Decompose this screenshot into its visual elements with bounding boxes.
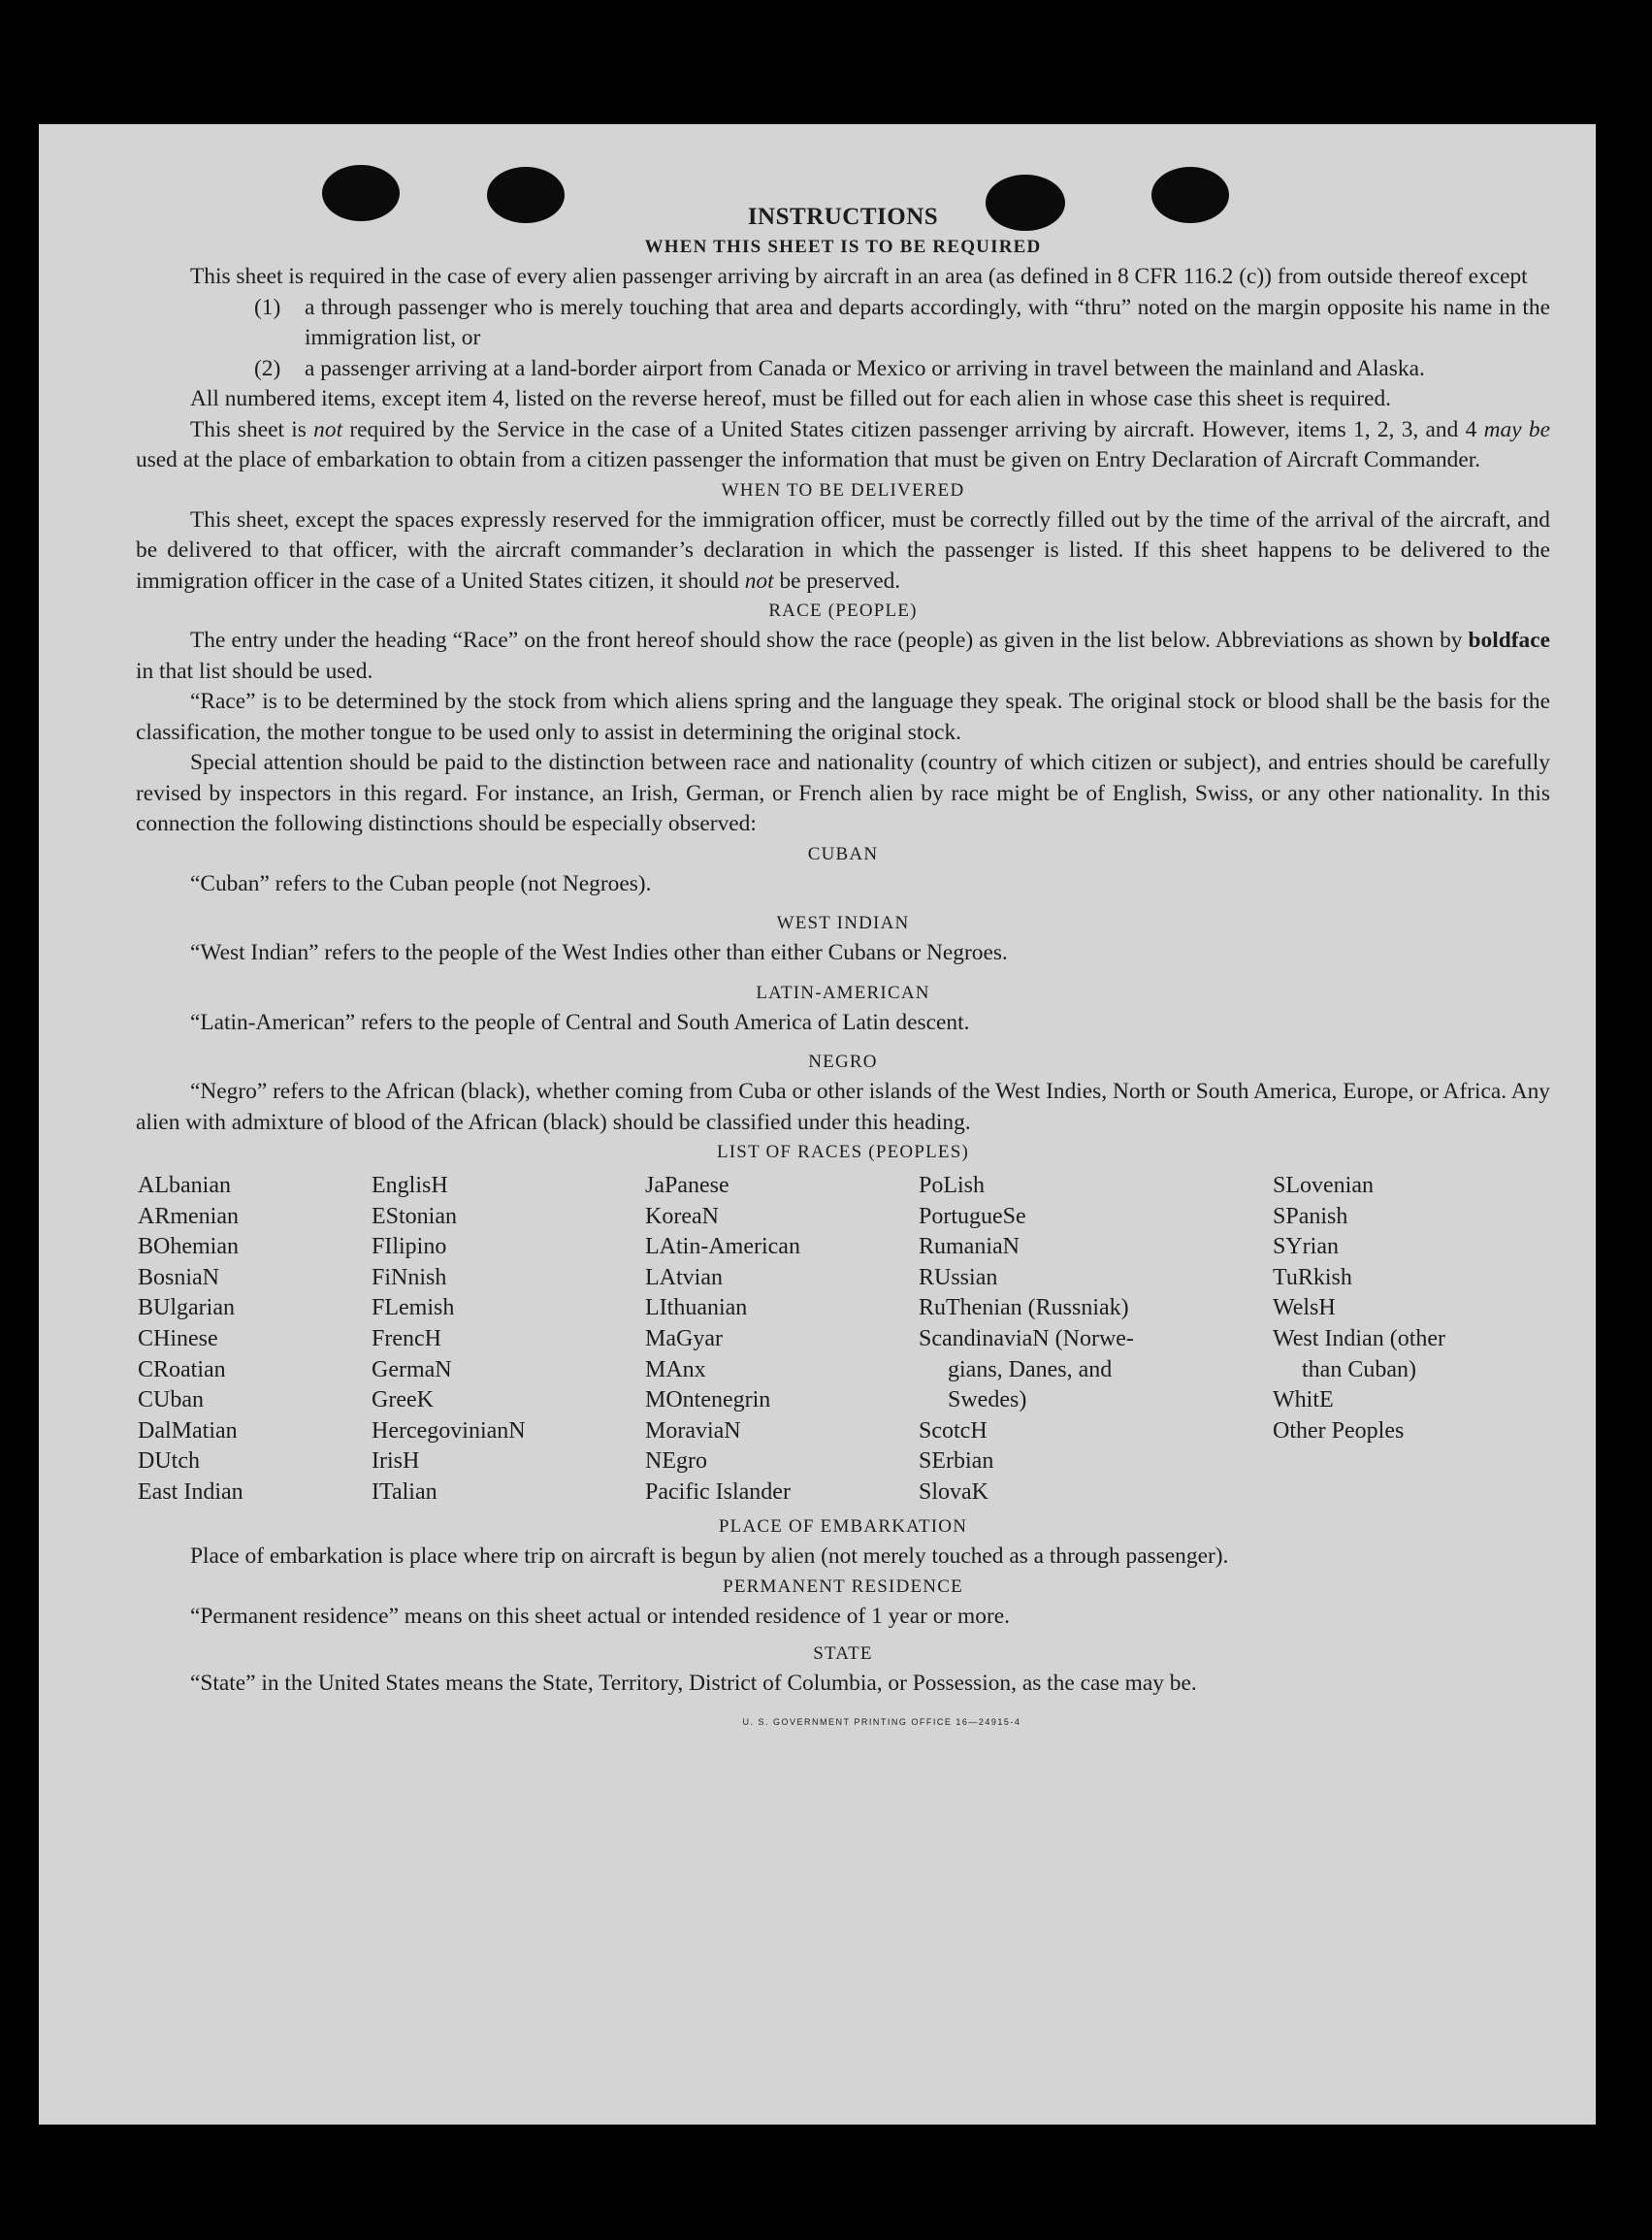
- race-list-item: ScotcH: [919, 1417, 988, 1444]
- paragraph-numbered-items: All numbered items, except item 4, listed on the reverse hereof, must be filled out for each alien in whose case this sheet is required.: [190, 386, 1392, 411]
- section-heading-negro: NEGRO: [808, 1052, 878, 1072]
- race-list-item: ITalian: [372, 1478, 437, 1505]
- text-run: in that list should be used.: [136, 658, 373, 684]
- race-list-item: GermaN: [372, 1356, 452, 1382]
- paragraph-citizen: [136, 415, 1550, 476]
- race-list-item: CRoatian: [138, 1356, 226, 1382]
- race-list-item: gians, Danes, and: [948, 1356, 1113, 1382]
- race-list-item: LAtin-American: [645, 1234, 800, 1260]
- race-list-item: MAnx: [645, 1356, 706, 1382]
- race-list-item: EStonian: [372, 1203, 457, 1229]
- paragraph-west-indian: “West Indian” refers to the people of the West Indies other than either Cubans or Negroes.: [190, 940, 1008, 965]
- race-list-item: Other Peoples: [1273, 1417, 1405, 1444]
- race-list-item: WhitE: [1273, 1387, 1334, 1413]
- race-list-item: EnglisH: [372, 1173, 448, 1198]
- list-item: [254, 293, 1550, 354]
- text-run-italic: may be: [1483, 416, 1550, 442]
- race-list-item: BUlgarian: [138, 1295, 235, 1321]
- list-item-number: (1): [254, 294, 281, 320]
- paragraph-delivered: [136, 505, 1550, 598]
- race-column: [645, 1171, 800, 1509]
- paragraph-intro: This sheet is required in the case of every alien passenger arriving by aircraft in an area (as defined in 8 CFR 116.2 (c)) from outside thereof except: [190, 264, 1528, 289]
- race-list-item: DUtch: [138, 1448, 200, 1475]
- race-column: [138, 1171, 243, 1509]
- paragraph-state: “State” in the United States means the State, Territory, District of Columbia, or Possession, as the case may be.: [190, 1671, 1197, 1696]
- paragraph-race-stock: “Race” is to be determined by the stock from which aliens spring and the language they speak. The original stock or blood shall be the basis for the classification, the mother tongue to be used only to assist in determining the original stock.: [136, 689, 1550, 745]
- race-list-item: LAtvian: [645, 1264, 723, 1290]
- list-item-text: a through passenger who is merely touching that area and departs accordingly, with “thru” noted on the margin opposite his name in the immigration list, or: [305, 294, 1550, 350]
- race-list-item: FrencH: [372, 1325, 441, 1351]
- text-run: The entry under the heading “Race” on the front hereof should show the race (people) as given in the list below. Abbreviations as shown by: [190, 628, 1469, 653]
- race-list-item: PortugueSe: [919, 1203, 1026, 1229]
- race-list-item: BOhemian: [138, 1234, 239, 1260]
- list-item-number: (2): [254, 355, 281, 381]
- race-list: [136, 1171, 1550, 1512]
- race-list-item: FIlipino: [372, 1234, 447, 1260]
- race-list-item: West Indian (other: [1273, 1325, 1446, 1351]
- paragraph-latin-american: “Latin-American” refers to the people of Central and South America of Latin descent.: [190, 1009, 970, 1035]
- race-list-item: SPanish: [1273, 1203, 1348, 1229]
- race-list-item: Pacific Islander: [645, 1478, 791, 1505]
- section-heading-state: STATE: [813, 1643, 873, 1664]
- paragraph-cuban: “Cuban” refers to the Cuban people (not Negroes).: [190, 870, 652, 896]
- section-heading-residence: PERMANENT RESIDENCE: [723, 1575, 963, 1597]
- section-heading-when-required: WHEN THIS SHEET IS TO BE REQUIRED: [644, 237, 1042, 257]
- text-run: used at the place of embarkation to obtain from a citizen passenger the information that must be given on Entry Declaration of Aircraft Commander.: [136, 447, 1481, 472]
- paragraph-embarkation: Place of embarkation is place where trip on aircraft is begun by alien (not merely touched as a through passenger).: [190, 1543, 1229, 1569]
- paragraph-residence: “Permanent residence” means on this sheet actual or intended residence of 1 year or more.: [190, 1603, 1010, 1629]
- list-item: [254, 354, 1550, 385]
- race-list-item: MOntenegrin: [645, 1387, 771, 1413]
- section-heading-race: RACE (PEOPLE): [768, 601, 918, 621]
- race-list-item: CHinese: [138, 1325, 218, 1351]
- race-list-item: BosniaN: [138, 1264, 219, 1290]
- paragraph-negro: “Negro” refers to the African (black), whether coming from Cuba or other islands of the West Indies, North or South America, Europe, or Africa. Any alien with admixture of blood of the African (black) should be classified under this heading.: [136, 1079, 1550, 1135]
- section-heading-embarkation: PLACE OF EMBARKATION: [718, 1516, 968, 1537]
- race-list-item: DalMatian: [138, 1417, 238, 1444]
- document-sheet: [39, 124, 1596, 2125]
- text-run: This sheet, except the spaces expressly reserved for the immigration officer, must be correctly filled out by the time of the arrival of the aircraft, and be delivered to that officer, with the aircraft commander’s declaration in which the passenger is listed. If this sheet happens to be delivered to the immigration officer in the case of a United States citizen, it should: [136, 506, 1550, 594]
- race-list-item: SLovenian: [1273, 1173, 1374, 1198]
- race-column: [919, 1171, 1134, 1509]
- race-list-item: FLemish: [372, 1295, 455, 1321]
- section-heading-latin-american: LATIN-AMERICAN: [756, 982, 930, 1003]
- race-list-item: ScandinaviaN (Norwe-: [919, 1325, 1134, 1351]
- race-list-item: ALbanian: [138, 1173, 231, 1198]
- race-list-item: Swedes): [948, 1387, 1027, 1413]
- text-run-italic: not: [744, 568, 774, 594]
- section-heading-when-delivered: WHEN TO BE DELIVERED: [721, 479, 965, 501]
- text-run-bold: boldface: [1468, 628, 1550, 653]
- text-run: be preserved.: [773, 568, 901, 594]
- race-list-item: WelsH: [1273, 1295, 1336, 1321]
- paragraph-race-entry: [136, 626, 1550, 687]
- text-run: required by the Service in the case of a United States citizen passenger arriving by aircraft. However, items 1, 2, 3, and 4: [342, 416, 1484, 442]
- page-title: INSTRUCTIONS: [747, 204, 939, 230]
- race-list-item: than Cuban): [1302, 1356, 1416, 1382]
- race-list-item: LIthuanian: [645, 1295, 748, 1321]
- race-list-item: GreeK: [372, 1387, 434, 1413]
- race-list-item: East Indian: [138, 1478, 243, 1505]
- instructions-content: [136, 201, 1550, 1737]
- race-list-item: CUban: [138, 1387, 204, 1413]
- race-list-item: RUssian: [919, 1264, 998, 1290]
- race-list-item: IrisH: [372, 1448, 420, 1475]
- race-list-item: SlovaK: [919, 1478, 988, 1505]
- race-list-item: SErbian: [919, 1448, 994, 1475]
- race-list-item: MaGyar: [645, 1325, 723, 1351]
- printer-imprint: U. S. GOVERNMENT PRINTING OFFICE 16—24915-4: [742, 1716, 1021, 1727]
- race-list-item: KoreaN: [645, 1203, 719, 1229]
- race-list-item: HercegovinianN: [372, 1417, 526, 1444]
- race-list-item: PoLish: [919, 1173, 986, 1198]
- section-heading-west-indian: WEST INDIAN: [776, 913, 910, 933]
- race-list-item: NEgro: [645, 1448, 707, 1475]
- race-column: [1273, 1171, 1445, 1446]
- list-item-text: a passenger arriving at a land-border airport from Canada or Mexico or arriving in travel between the mainland and Alaska.: [305, 355, 1425, 381]
- race-column: [372, 1171, 526, 1509]
- race-list-item: JaPanese: [645, 1173, 729, 1198]
- section-heading-list-of-races: LIST OF RACES (PEOPLES): [716, 1142, 970, 1162]
- race-list-item: TuRkish: [1273, 1264, 1352, 1290]
- race-list-item: RuThenian (Russniak): [919, 1295, 1129, 1321]
- race-list-item: MoraviaN: [645, 1417, 741, 1444]
- race-list-item: FiNnish: [372, 1264, 447, 1290]
- paragraph-race-nationality: Special attention should be paid to the distinction between race and nationality (country of which citizen or subject), and entries should be carefully revised by inspectors in this regard. For instance, an Irish, German, or French alien by race might be of English, Swiss, or any other nationality. In this connection the following distinctions should be especially observed:: [136, 750, 1550, 836]
- race-list-item: SYrian: [1273, 1234, 1339, 1260]
- text-run-italic: not: [313, 416, 343, 442]
- race-list-item: ARmenian: [138, 1203, 239, 1229]
- section-heading-cuban: CUBAN: [807, 843, 879, 864]
- race-list-item: RumaniaN: [919, 1234, 1020, 1260]
- text-run: This sheet is: [190, 416, 314, 442]
